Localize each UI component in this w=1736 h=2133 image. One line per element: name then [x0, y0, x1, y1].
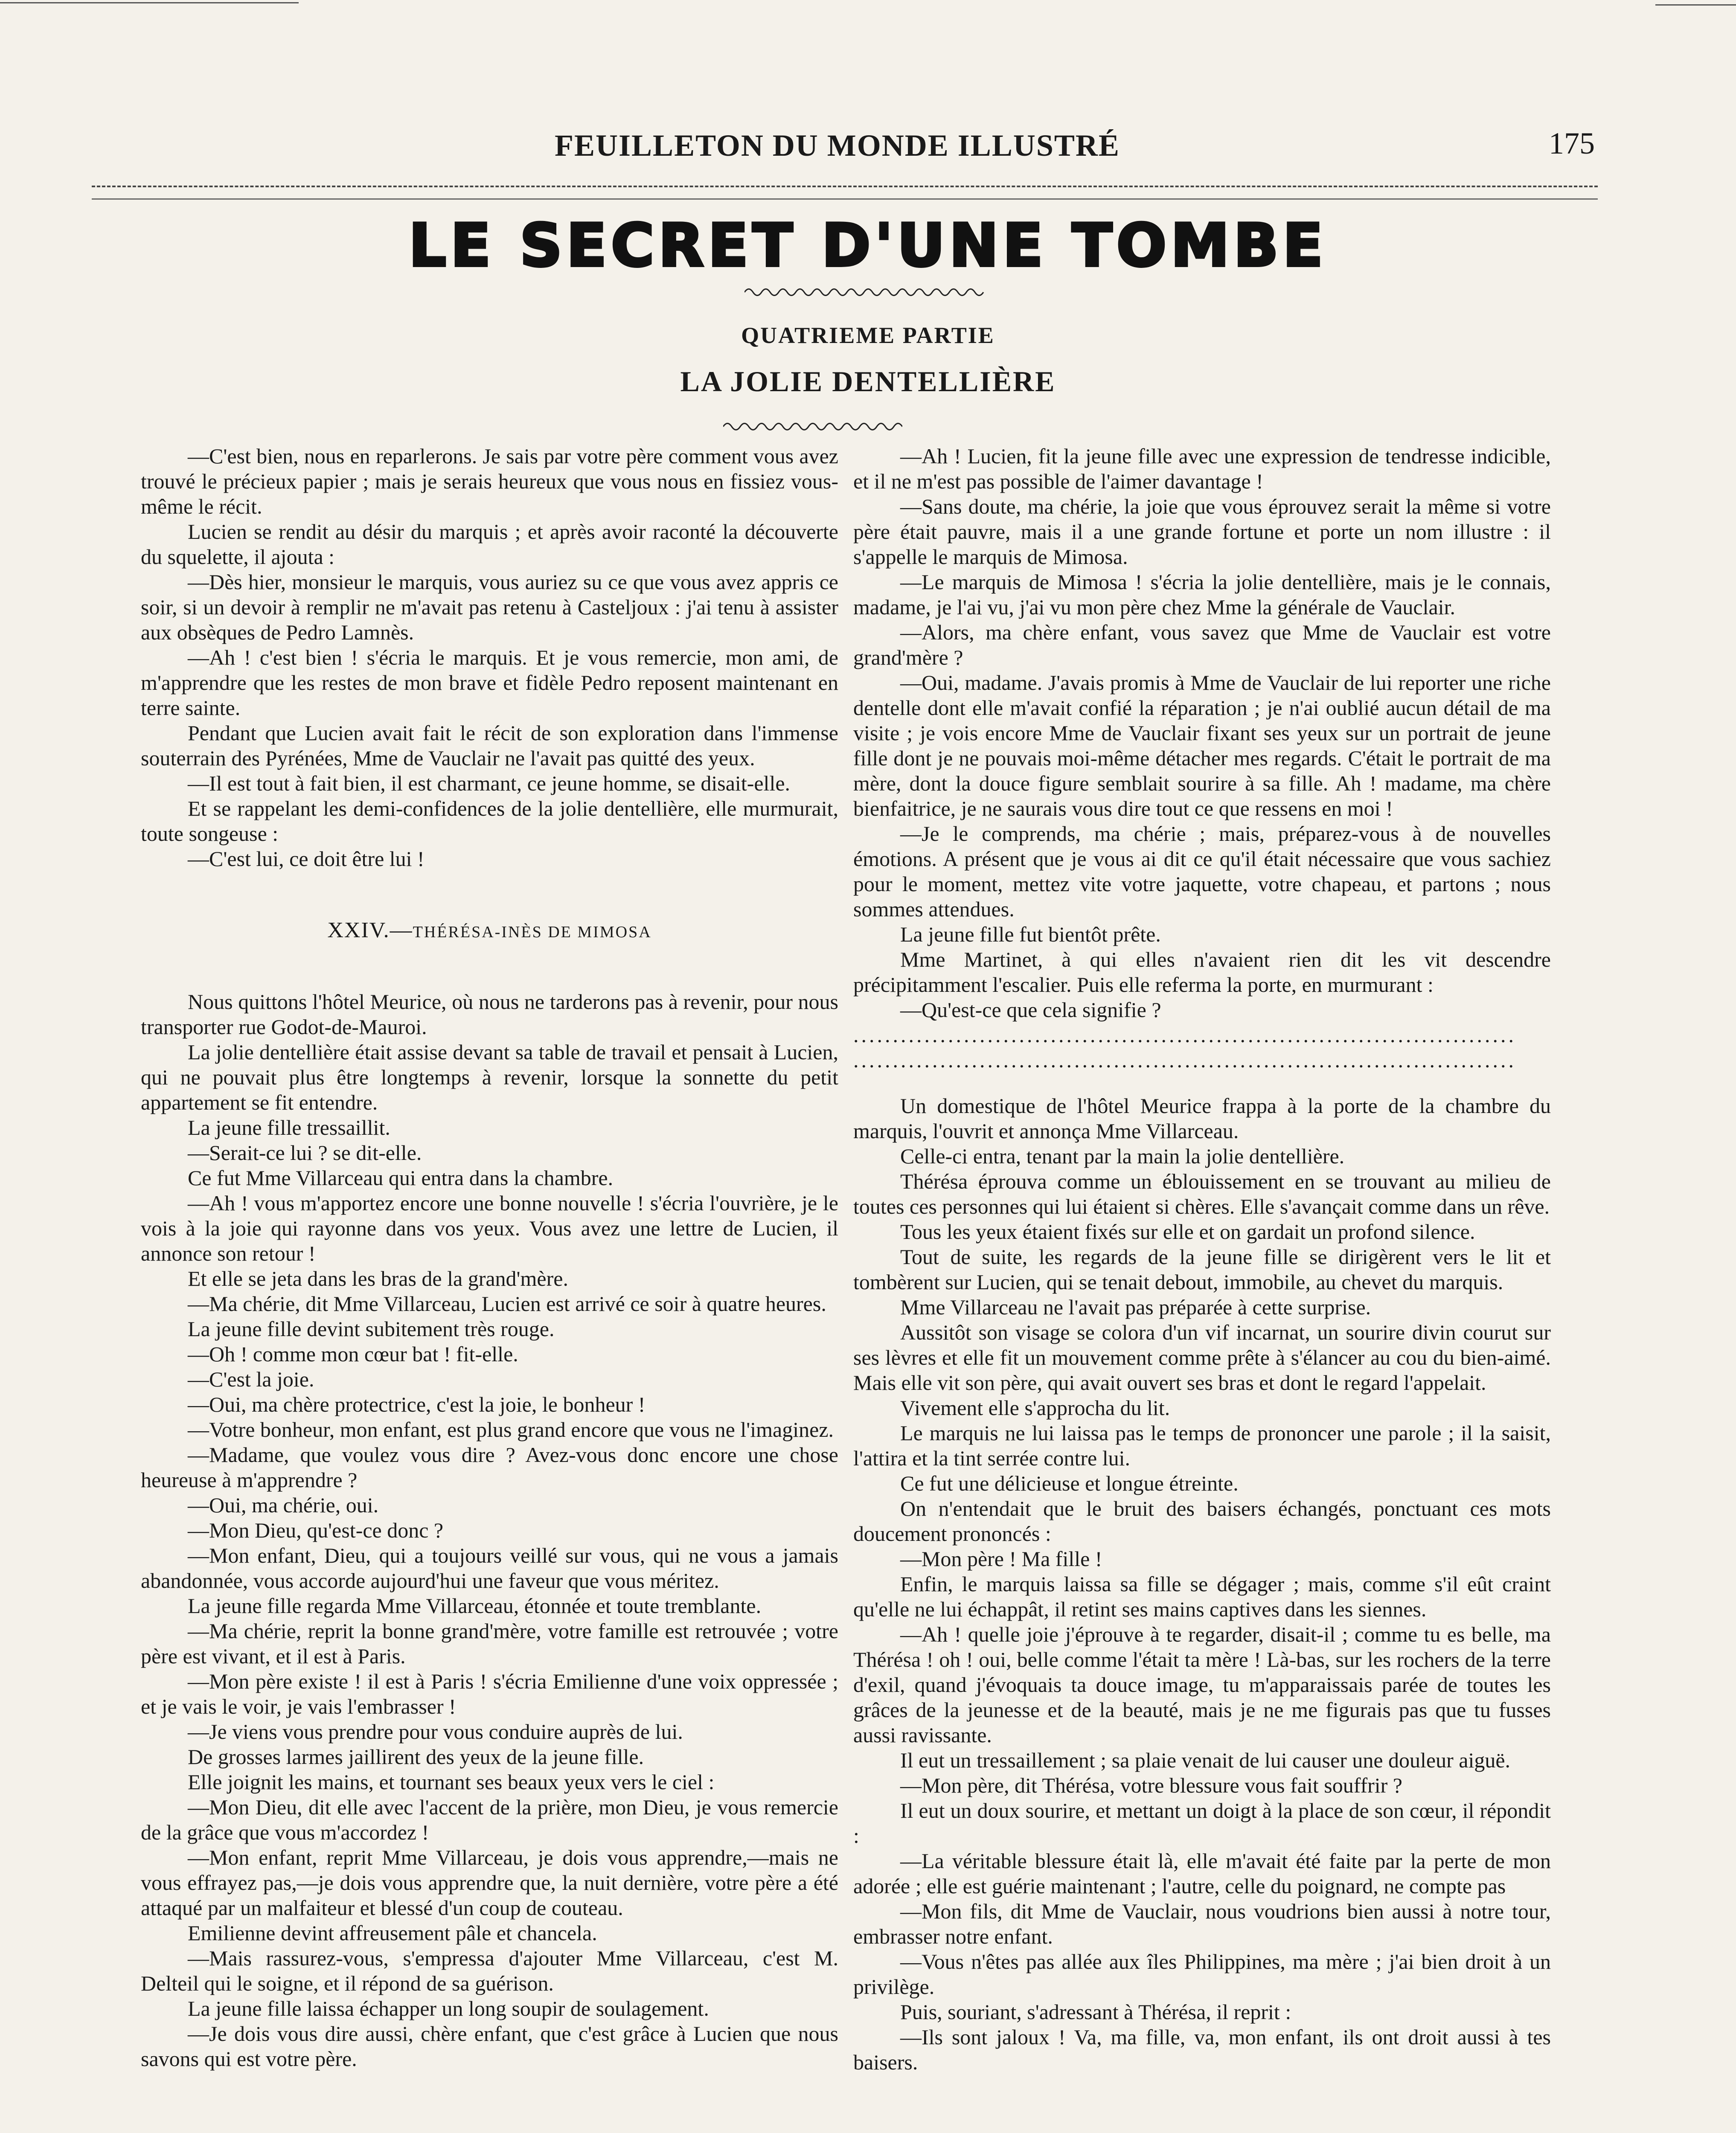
main-title: LE SECRET D'UNE TOMBE: [409, 211, 1327, 280]
paragraph: —Mon Dieu, qu'est-ce donc ?: [188, 1518, 444, 1542]
paragraph: Thérésa éprouva comme un éblouissement en se trouvant au milieu de toutes ces personnes qui lui étaient si chères. Elle s'avançait comme dans un rêve.: [853, 1169, 1551, 1218]
paragraph: —Ils sont jaloux ! Va, ma fille, va, mon enfant, ils ont droit aussi à tes baisers.: [853, 2025, 1551, 2074]
paragraph: —Oui, ma chérie, oui.: [188, 1493, 379, 1517]
paragraph: —Mais rassurez-vous, s'empressa d'ajouter Mme Villarceau, c'est M. Delteil qui le soigne, et il répond de sa guérison.: [141, 1946, 838, 1995]
paragraph: Il eut un doux sourire, et mettant un doigt à la place de son cœur, il répondit :: [853, 1799, 1551, 1848]
paragraph: —Mon enfant, reprit Mme Villarceau, je dois vous apprendre,—mais ne vous effrayez pas,—je dois vous apprendre que, la nuit dernière, votre père a été attaqué par un malfaiteur et blessé d'un coup de couteau.: [141, 1845, 838, 1920]
paragraph: —Oui, ma chère protectrice, c'est la joie, le bonheur !: [188, 1392, 646, 1416]
paragraph: —La véritable blessure était là, elle m'avait été faite par la perte de mon adorée ; elle est guérie maintenant ; l'autre, celle du poignard, ne compte pas: [853, 1849, 1551, 1898]
paragraph: —Votre bonheur, mon enfant, est plus grand encore que vous ne l'imaginez.: [188, 1418, 834, 1441]
dotted-separator: ....................................................................................: [853, 1023, 1516, 1047]
paragraph: —Je viens vous prendre pour vous conduire auprès de lui.: [188, 1720, 683, 1744]
paragraph: —C'est bien, nous en reparlerons. Je sais par votre père comment vous avez trouvé le précieux papier ; mais je serais heureux que vous nous en fissiez vous-même le récit.: [141, 444, 838, 518]
paragraph: —C'est la joie.: [188, 1367, 314, 1391]
paragraph: Enfin, le marquis laissa sa fille se dégager ; mais, comme s'il eût craint qu'elle ne lui échappât, il retint ses mains captives dans les siennes.: [853, 1572, 1551, 1621]
paragraph: —Je dois vous dire aussi, chère enfant, que c'est grâce à Lucien que nous savons qui est votre père.: [141, 2022, 838, 2071]
paragraph: —Oui, madame. J'avais promis à Mme de Vauclair de lui reporter une riche dentelle dont elle m'avait confié la réparation ; je n'ai oublié aucun détail de ma visite ; je vois encore Mme de Vauclair fixant ses yeux sur un portrait de jeune fille dont je ne pouvais moi-même détacher mes regards. C'était le portrait de ma mère, dont la douce figure semblait sourire à sa fille. Ah ! madame, ma chère bienfaitrice, je ne saurais vous dire tout ce que ressens en moi !: [853, 671, 1551, 820]
paragraph: —Serait-ce lui ? se dit-elle.: [188, 1141, 422, 1165]
paragraph: Tout de suite, les regards de la jeune fille se dirigèrent vers le lit et tombèrent sur Lucien, qui se tenait debout, immobile, au chevet du marquis.: [853, 1245, 1551, 1294]
page-edge-mark: [0, 2, 299, 3]
paragraph: —Ah ! quelle joie j'éprouve à te regarder, disait-il ; comme tu es belle, ma Thérésa ! oh ! oui, belle comme l'était ta mère ! Là-bas, sur les rochers de la terre d'exil, quand j'évoquais ta douce image, tu m'apparaissais parée de toutes les grâces de la jeunesse et de la beauté, mais je ne me figurais pas que tu fusses aussi ravissante.: [853, 1622, 1551, 1747]
ornament-squiggle: [744, 286, 988, 299]
paragraph: La jolie dentellière était assise devant sa table de travail et pensait à Lucien, qui ne pouvait plus être longtemps à revenir, lorsque la sonnette du petit appartement se fit entendre.: [141, 1040, 838, 1114]
paragraph: Et se rappelant les demi-confidences de la jolie dentellière, elle murmurait, toute songeuse :: [141, 796, 838, 846]
paragraph: Un domestique de l'hôtel Meurice frappa à la porte de la chambre du marquis, l'ouvrit et annonça Mme Villarceau.: [853, 1094, 1551, 1143]
header-rule: [92, 186, 1598, 187]
paragraph: —Mon père, dit Thérésa, votre blessure vous fait souffrir ?: [900, 1773, 1403, 1797]
page-number: 175: [1549, 126, 1595, 160]
paragraph: —Madame, que voulez vous dire ? Avez-vous donc encore une chose heureuse à m'apprendre ?: [141, 1443, 838, 1492]
paragraph: —Alors, ma chère enfant, vous savez que Mme de Vauclair est votre grand'mère ?: [853, 620, 1551, 669]
paragraph: —Ah ! c'est bien ! s'écria le marquis. Et je vous remercie, mon ami, de m'apprendre que les restes de mon brave et fidèle Pedro reposent maintenant en terre sainte.: [141, 645, 838, 720]
paragraph: Et elle se jeta dans les bras de la grand'mère.: [188, 1267, 568, 1290]
paragraph: Il eut un tressaillement ; sa plaie venait de lui causer une douleur aiguë.: [900, 1748, 1511, 1772]
paragraph: Celle-ci entra, tenant par la main la jolie dentellière.: [900, 1144, 1345, 1168]
right-column-body: [853, 1093, 1551, 2075]
header-rule: [92, 198, 1598, 200]
dotted-separator: ....................................................................................: [853, 1048, 1516, 1072]
paragraph: —Qu'est-ce que cela signifie ?: [900, 998, 1161, 1022]
page-edge-mark: [1655, 4, 1736, 6]
left-column: [141, 444, 838, 2072]
paragraph: La jeune fille tressaillit.: [188, 1116, 390, 1139]
paragraph: La jeune fille devint subitement très rouge.: [188, 1317, 555, 1341]
paragraph: Vivement elle s'approcha du lit.: [900, 1396, 1170, 1420]
left-column-body: [141, 989, 838, 2072]
paragraph: La jeune fille fut bientôt prête.: [900, 922, 1161, 946]
paragraph: Nous quittons l'hôtel Meurice, où nous ne tarderons pas à revenir, pour nous transporter rue Godot-de-Mauroi.: [141, 990, 838, 1039]
paragraph: —Sans doute, ma chérie, la joie que vous éprouvez serait la même si votre père était pauvre, mais il a une grande fortune et porte un nom illustre : il s'appelle le marquis de Mimosa.: [853, 494, 1551, 569]
chapter-heading: [141, 918, 838, 945]
header-title: FEUILLETON DU MONDE ILLUSTRÉ: [555, 128, 1120, 163]
paragraph: Elle joignit les mains, et tournant ses beaux yeux vers le ciel :: [188, 1770, 715, 1794]
chapter-title: THÉRÉSA-INÈS DE MIMOSA: [413, 923, 652, 941]
paragraph: —Ma chérie, dit Mme Villarceau, Lucien est arrivé ce soir à quatre heures.: [188, 1292, 826, 1316]
paragraph: —Je le comprends, ma chérie ; mais, préparez-vous à de nouvelles émotions. A présent que je vous ai dit ce qu'il était nécessaire que vous sachiez pour le moment, mettez vite votre jaquette, votre chapeau, et partons ; nous sommes attendues.: [853, 822, 1551, 921]
paragraph: Ce fut Mme Villarceau qui entra dans la chambre.: [188, 1166, 614, 1190]
paragraph: —Mon Dieu, dit elle avec l'accent de la prière, mon Dieu, je vous remercie de la grâce que vous m'accordez !: [141, 1795, 838, 1844]
paragraph: On n'entendait que le bruit des baisers échangés, ponctuant ces mots doucement prononcés :: [853, 1497, 1551, 1546]
paragraph: —Ma chérie, reprit la bonne grand'mère, votre famille est retrouvée ; votre père est vivant, et il est à Paris.: [141, 1619, 838, 1668]
paragraph: —C'est lui, ce doit être lui !: [188, 847, 425, 871]
left-column-intro: [141, 444, 838, 872]
right-column: [853, 444, 1551, 2075]
chapter-number: XXIV.—: [327, 918, 413, 942]
paragraph: —Le marquis de Mimosa ! s'écria la jolie dentellière, mais je le connais, madame, je l'ai vu, j'ai vu mon père chez Mme la générale de Vauclair.: [853, 570, 1551, 619]
paragraph: La jeune fille regarda Mme Villarceau, étonnée et toute tremblante.: [188, 1594, 762, 1618]
paragraph: De grosses larmes jaillirent des yeux de la jeune fille.: [188, 1745, 644, 1769]
paragraph: Puis, souriant, s'adressant à Thérésa, il reprit :: [900, 2000, 1291, 2024]
paragraph: Aussitôt son visage se colora d'un vif incarnat, un sourire divin courut sur ses lèvres et elle fit un mouvement comme prête à s'élancer au cou du bien-aimé. Mais elle vit son père, qui avait ouvert ses bras et dont le regard l'appelait.: [853, 1320, 1551, 1395]
paragraph: —Il est tout à fait bien, il est charmant, ce jeune homme, se disait-elle.: [188, 771, 791, 795]
paragraph: —Ah ! vous m'apportez encore une bonne nouvelle ! s'écria l'ouvrière, je le vois à la joie qui rayonne dans vos yeux. Vous avez une lettre de Lucien, il annonce son retour !: [141, 1191, 838, 1265]
paragraph: Pendant que Lucien avait fait le récit de son exploration dans l'immense souterrain des Pyrénées, Mme de Vauclair ne l'avait pas quitté des yeux.: [141, 721, 838, 770]
right-column-intro: [853, 444, 1551, 1023]
paragraph: Tous les yeux étaient fixés sur elle et on gardait un profond silence.: [900, 1220, 1475, 1244]
paragraph: La jeune fille laissa échapper un long soupir de soulagement.: [188, 1996, 709, 2020]
paragraph: —Mon enfant, Dieu, qui a toujours veillé sur vous, qui ne vous a jamais abandonnée, vous accorde aujourd'hui une faveur que vous méritez.: [141, 1543, 838, 1592]
ornament-squiggle: [723, 420, 902, 433]
paragraph: Mme Martinet, à qui elles n'avaient rien dit les vit descendre précipitamment l'escalier. Puis elle referma la porte, en murmurant :: [853, 947, 1551, 997]
paragraph: —Oh ! comme mon cœur bat ! fit-elle.: [188, 1342, 518, 1366]
paragraph: Emilienne devint affreusement pâle et chancela.: [188, 1921, 597, 1945]
subtitle: LA JOLIE DENTELLIÈRE: [680, 365, 1056, 398]
part-heading: QUATRIEME PARTIE: [741, 323, 995, 348]
paragraph: —Vous n'êtes pas allée aux îles Philippines, ma mère ; j'ai bien droit à un privilège.: [853, 1950, 1551, 1999]
paragraph: —Mon père existe ! il est à Paris ! s'écria Emilienne d'une voix oppressée ; et je vais le voir, je vais l'embrasser !: [141, 1669, 838, 1718]
paragraph: Lucien se rendit au désir du marquis ; et après avoir raconté la découverte du squelette, il ajouta :: [141, 520, 838, 569]
paragraph: —Mon fils, dit Mme de Vauclair, nous voudrions bien aussi à notre tour, embrasser notre enfant.: [853, 1899, 1551, 1948]
paragraph: Ce fut une délicieuse et longue étreinte.: [900, 1471, 1239, 1495]
paragraph: —Mon père ! Ma fille !: [900, 1547, 1102, 1571]
paragraph: —Dès hier, monsieur le marquis, vous auriez su ce que vous avez appris ce soir, si un devoir à remplir ne m'avait pas retenu à Casteljoux : j'ai tenu à assister aux obsèques de Pedro Lamnès.: [141, 570, 838, 644]
paragraph: —Ah ! Lucien, fit la jeune fille avec une expression de tendresse indicible, et il ne m'est pas possible de l'aimer davantage !: [853, 444, 1551, 493]
paragraph: Le marquis ne lui laissa pas le temps de prononcer une parole ; il la saisit, l'attira et la tint serrée contre lui.: [853, 1421, 1551, 1470]
paragraph: Mme Villarceau ne l'avait pas préparée à cette surprise.: [900, 1295, 1371, 1319]
